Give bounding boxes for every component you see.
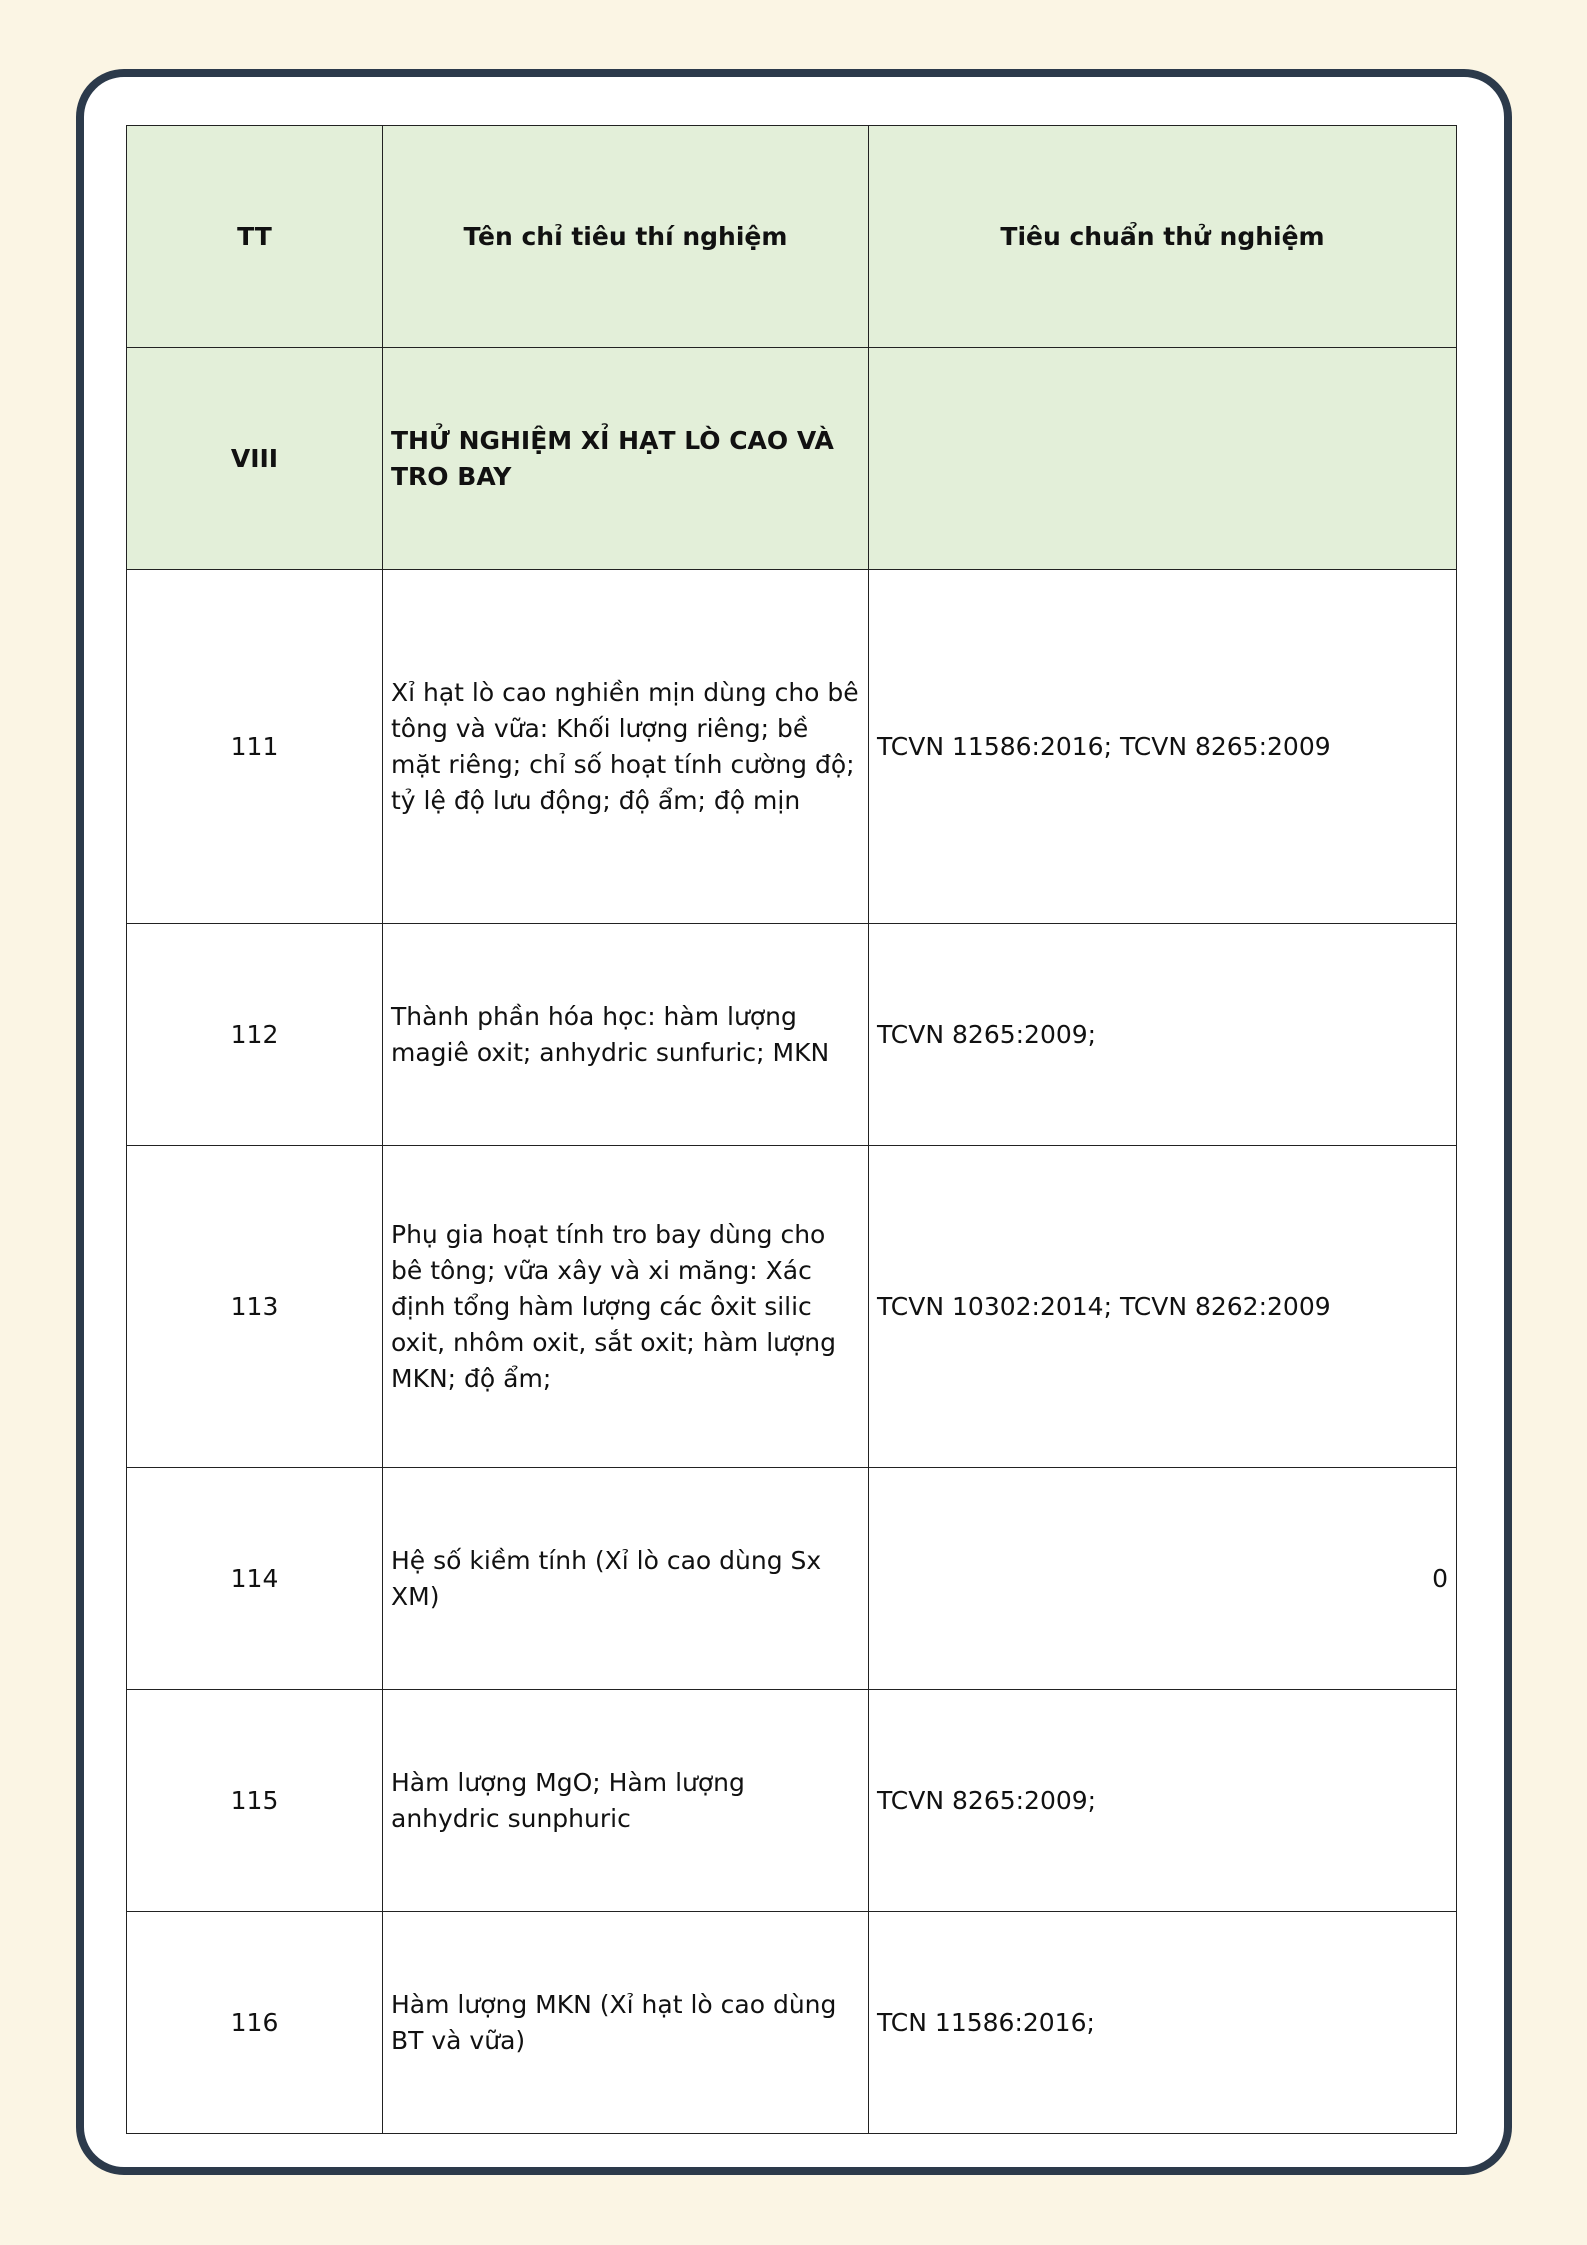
table-row xyxy=(127,1468,1457,1690)
table-header-row xyxy=(127,126,1457,348)
row-test-name: Xỉ hạt lò cao nghiền mịn dùng cho bê tông và vữa: Khối lượng riêng; bề mặt riêng; chỉ số hoạt tính cường độ; tỷ lệ độ lưu động; độ ẩm; độ mịn xyxy=(383,570,869,924)
header-test-name: Tên chỉ tiêu thí nghiệm xyxy=(383,126,869,348)
row-test-name: Hàm lượng MKN (Xỉ hạt lò cao dùng BT và vữa) xyxy=(383,1912,869,2134)
table-row xyxy=(127,1690,1457,1912)
header-tt: TT xyxy=(127,126,383,348)
row-number: 112 xyxy=(127,924,383,1146)
row-test-name: Phụ gia hoạt tính tro bay dùng cho bê tông; vữa xây và xi măng: Xác định tổng hàm lượng các ôxit silic oxit, nhôm oxit, sắt oxit; hàm lượng MKN; độ ẩm; xyxy=(383,1146,869,1468)
row-test-name: Hàm lượng MgO; Hàm lượng anhydric sunphuric xyxy=(383,1690,869,1912)
row-test-standard: TCVN 10302:2014; TCVN 8262:2009 xyxy=(869,1146,1457,1468)
section-standard xyxy=(869,348,1457,570)
row-number: 115 xyxy=(127,1690,383,1912)
section-title: THỬ NGHIỆM XỈ HẠT LÒ CAO VÀ TRO BAY xyxy=(383,348,869,570)
row-test-standard: TCN 11586:2016; xyxy=(869,1912,1457,2134)
row-test-standard: TCVN 8265:2009; xyxy=(869,1690,1457,1912)
table-row xyxy=(127,1912,1457,2134)
row-test-name: Hệ số kiềm tính (Xỉ lò cao dùng Sx XM) xyxy=(383,1468,869,1690)
row-number: 113 xyxy=(127,1146,383,1468)
row-test-standard: TCVN 11586:2016; TCVN 8265:2009 xyxy=(869,570,1457,924)
row-test-standard: TCVN 8265:2009; xyxy=(869,924,1457,1146)
row-number: 111 xyxy=(127,570,383,924)
table-row xyxy=(127,924,1457,1146)
section-row xyxy=(127,348,1457,570)
table-row xyxy=(127,1146,1457,1468)
row-number: 116 xyxy=(127,1912,383,2134)
test-standards-table xyxy=(126,125,1457,2134)
table-row xyxy=(127,570,1457,924)
section-number: VIII xyxy=(127,348,383,570)
row-test-standard: 0 xyxy=(869,1468,1457,1690)
row-test-name: Thành phần hóa học: hàm lượng magiê oxit; anhydric sunfuric; MKN xyxy=(383,924,869,1146)
row-number: 114 xyxy=(127,1468,383,1690)
header-test-standard: Tiêu chuẩn thử nghiệm xyxy=(869,126,1457,348)
